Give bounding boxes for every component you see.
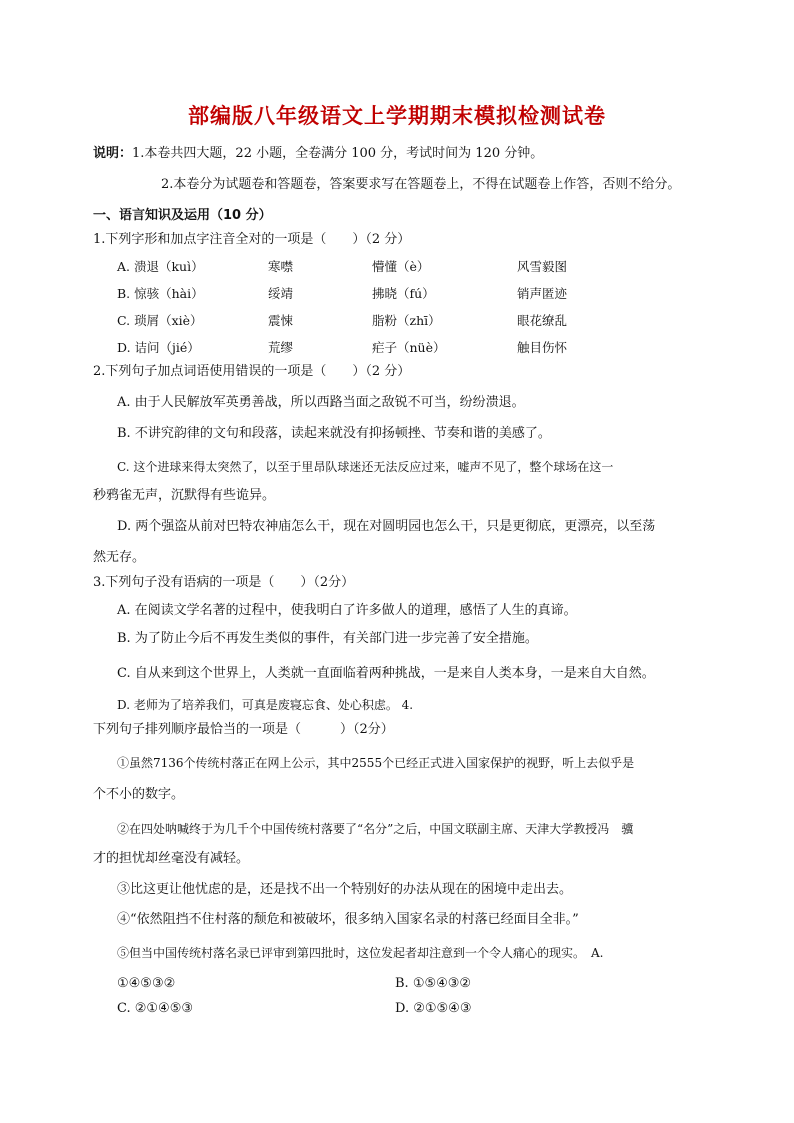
q1-row-b-col-4: 销声匿迹 [517,286,568,301]
q3-option-a: A. 在阅读文学名著的过程中，使我明白了许多做人的道理，感悟了人生的真谛。 [117,603,577,618]
q1-row-c-col-2: 震悚 [268,313,294,328]
instructions-label: 说明： [93,146,133,161]
q2-option-c-line-2: 秒鸦雀无声，沉默得有些诡异。 [93,488,276,503]
q2-option-d-line-1: D. 两个强盗从前对巴特农神庙怎么干，现在对圆明园也怎么干，只是更彻底，更漂亮，以至荡 [117,519,656,534]
q2-option-c-line-1: C. 这个进球来得太突然了，以至于里昂队球迷还无法反应过来，嘘声不见了，整个球场在这一 [117,460,614,474]
q4-sentence-5: ⑤但当中国传统村落名录已评审到第四批时，这位发起者却注意到一个令人痛心的现实。 A. [117,946,604,960]
q1-stem: 1.下列字形和加点字注音全对的一项是（ ）（2 分） [93,232,411,247]
q1-row-d-col-1: D. 诘问（jié） [117,340,200,355]
q4-sentence-2-line-1: ②在四处呐喊终于为几千个中国传统村落要了“名分”之后，中国文联副主席、天津大学教授冯 骥 [117,822,634,836]
q3-option-d: D. 老师为了培养我们，可真是废寝忘食、处心积虑。 4. [117,698,414,712]
q4-sentence-2-line-2: 才的担忧却丝毫没有减轻。 [93,851,250,866]
q4-sentence-1-line-1: ①虽然7136个传统村落正在网上公示，其中2555个已经正式进入国家保护的视野，听上去似乎是 [117,756,635,770]
q4-sentence-1-line-2: 个不小的数字。 [93,787,185,802]
q1-row-c-col-3: 脂粉（zhī） [372,313,441,328]
q1-row-d-col-3: 疟子（nüè） [372,340,446,355]
q3-stem: 3.下列句子没有语病的一项是（ ）（2分） [93,575,355,590]
q2-option-d-line-2: 然无存。 [93,550,146,565]
q4-option-b: B. ①⑤④③② [395,976,472,991]
q4-sentence-3: ③比这更让他忧虑的是，还是找不出一个特别好的办法从现在的困境中走出去。 [117,882,573,897]
q1-row-b-col-2: 绥靖 [268,286,294,301]
q4-stem: 下列句子排列顺序最恰当的一项是（ ）（2分） [93,722,394,737]
q4-option-a: ①④⑤③② [117,976,176,991]
q1-row-d-col-2: 荒缪 [268,340,294,355]
q1-row-d-col-4: 触目伤怀 [517,340,568,355]
q3-option-b: B. 为了防止今后不再发生类似的事件，有关部门进一步完善了安全措施。 [117,631,538,646]
page-title: 部编版八年级语文上学期期末模拟检测试卷 [188,104,606,128]
q2-stem: 2.下列句子加点词语使用错误的一项是（ ）（2 分） [93,364,411,379]
q3-option-c: C. 自从来到这个世界上，人类就一直面临着两种挑战，一是来自人类本身，一是来自大自然。 [117,666,655,681]
instructions-item-2: 2.本卷分为试题卷和答题卷，答案要求写在答题卷上，不得在试题卷上作答，否则不给分。 [161,177,681,192]
q1-row-a-col-3: 懵懂（è） [372,259,430,274]
q1-row-a-col-4: 风雪毅图 [517,259,568,274]
q4-option-c: C. ②①④⑤③ [117,1001,194,1016]
q1-row-b-col-1: B. 惊骇（hài） [117,286,204,301]
q2-option-b: B. 不讲究韵律的文句和段落，读起来就没有抑扬顿挫、节奏和谐的美感了。 [117,426,551,441]
q4-option-d: D. ②①⑤④③ [395,1001,472,1016]
q1-row-c-col-1: C. 琐屑（xiè） [117,313,203,328]
q1-row-a-col-1: A. 溃退（kuì） [117,259,204,274]
section-heading-1: 一、语言知识及运用（10 分） [93,208,272,223]
q1-row-c-col-4: 眼花缭乱 [517,313,568,328]
q4-sentence-4: ④“依然阻挡不住村落的颓危和被破坏，很多纳入国家名录的村落已经面目全非。” [117,912,579,927]
q2-option-a: A. 由于人民解放军英勇善战，所以西路当面之敌锐不可当，纷纷溃退。 [117,395,525,410]
q1-row-a-col-2: 寒噤 [268,259,294,274]
instructions-line-1 [93,145,543,163]
q1-row-b-col-3: 拂晓（fú） [372,286,435,301]
instructions-item-1: 1.本卷共四大题，22 小题，全卷满分 100 分，考试时间为 120 分钟。 [132,146,544,161]
